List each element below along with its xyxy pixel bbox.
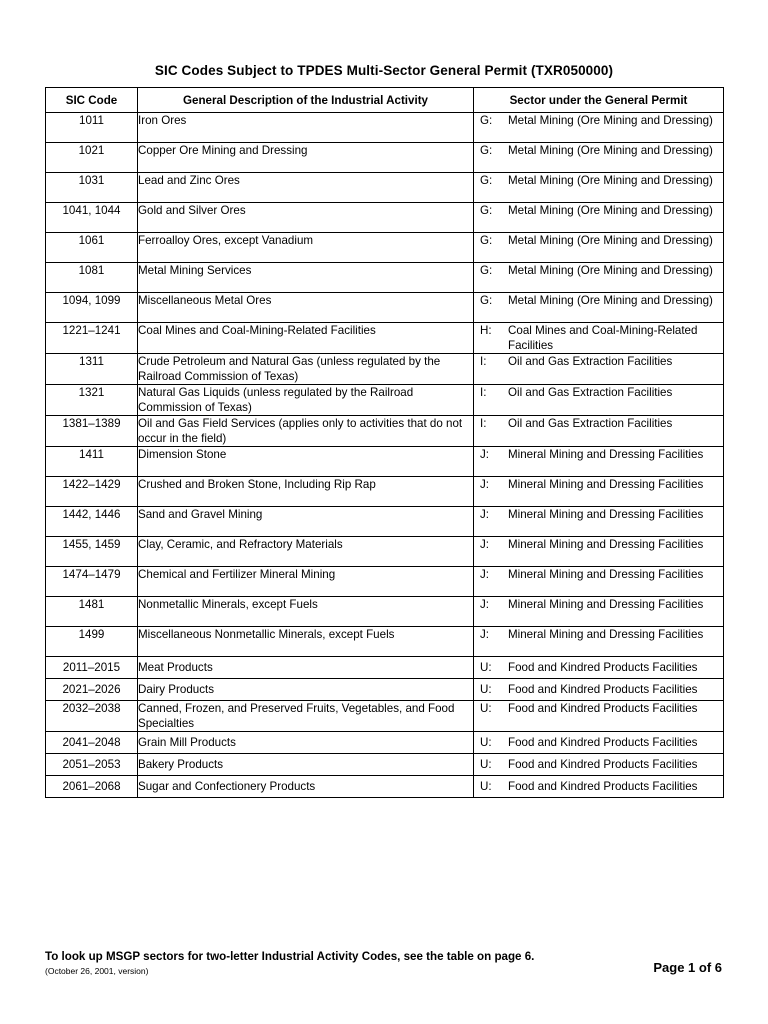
sic-code-cell: 1011 <box>46 113 138 143</box>
table-row <box>46 113 724 143</box>
sic-code-cell: 2032–2038 <box>46 701 138 732</box>
sic-code-cell: 1094, 1099 <box>46 293 138 323</box>
description-cell: Ferroalloy Ores, except Vanadium <box>138 233 474 263</box>
sector-letter: G: <box>480 234 493 247</box>
table-row <box>46 203 724 233</box>
description-cell: Natural Gas Liquids (unless regulated by the Railroad Commission of Texas) <box>138 385 474 416</box>
table-row <box>46 701 724 732</box>
sector-letter: J: <box>480 508 490 521</box>
sic-code-cell: 1311 <box>46 354 138 385</box>
description-cell: Grain Mill Products <box>138 732 474 754</box>
sic-code-cell: 2011–2015 <box>46 657 138 679</box>
sector-letter: J: <box>480 628 490 641</box>
description-cell: Crude Petroleum and Natural Gas (unless regulated by the Railroad Commission of Texas) <box>138 354 474 385</box>
sic-code-cell: 1499 <box>46 627 138 657</box>
description-cell: Coal Mines and Coal-Mining-Related Facilities <box>138 323 474 354</box>
sector-name: Metal Mining (Ore Mining and Dressing) <box>508 174 713 187</box>
sic-code-cell: 2041–2048 <box>46 732 138 754</box>
sector-name: Mineral Mining and Dressing Facilities <box>508 508 704 521</box>
sector-letter: J: <box>480 478 490 491</box>
sic-code-cell: 1411 <box>46 447 138 477</box>
page-number: Page 1 of 6 <box>653 960 722 975</box>
sector-name: Oil and Gas Extraction Facilities <box>508 417 673 430</box>
description-cell: Chemical and Fertilizer Mineral Mining <box>138 567 474 597</box>
table-row <box>46 323 724 354</box>
sector-letter: I: <box>480 355 487 368</box>
sic-code-cell: 1381–1389 <box>46 416 138 447</box>
sector-letter: U: <box>480 683 492 696</box>
sector-cell <box>474 679 724 701</box>
table-row <box>46 567 724 597</box>
description-cell: Sugar and Confectionery Products <box>138 776 474 798</box>
sic-code-cell: 2061–2068 <box>46 776 138 798</box>
sic-code-cell: 1481 <box>46 597 138 627</box>
sic-code-cell: 1081 <box>46 263 138 293</box>
sector-letter: G: <box>480 144 493 157</box>
table-row <box>46 679 724 701</box>
sector-name: Oil and Gas Extraction Facilities <box>508 355 673 368</box>
sic-code-cell: 1061 <box>46 233 138 263</box>
sector-cell <box>474 143 724 173</box>
sector-cell <box>474 447 724 477</box>
description-cell: Lead and Zinc Ores <box>138 173 474 203</box>
sector-letter: G: <box>480 264 493 277</box>
sector-cell <box>474 776 724 798</box>
description-cell: Oil and Gas Field Services (applies only to activities that do not occur in the field) <box>138 416 474 447</box>
table-row <box>46 173 724 203</box>
description-cell: Crushed and Broken Stone, Including Rip Rap <box>138 477 474 507</box>
sector-letter: U: <box>480 780 492 793</box>
sector-name: Metal Mining (Ore Mining and Dressing) <box>508 144 713 157</box>
sector-letter: I: <box>480 386 487 399</box>
sector-cell <box>474 173 724 203</box>
sector-letter: J: <box>480 568 490 581</box>
sector-name: Food and Kindred Products Facilities <box>508 702 698 715</box>
description-cell: Dairy Products <box>138 679 474 701</box>
sector-letter: U: <box>480 736 492 749</box>
sector-letter: U: <box>480 661 492 674</box>
sector-cell <box>474 477 724 507</box>
sector-letter: I: <box>480 417 487 430</box>
sector-cell <box>474 233 724 263</box>
table-row <box>46 385 724 416</box>
sector-letter: U: <box>480 702 492 715</box>
sector-letter: U: <box>480 758 492 771</box>
sic-codes-table <box>45 87 724 798</box>
sector-letter: H: <box>480 324 492 337</box>
sector-name: Food and Kindred Products Facilities <box>508 758 698 771</box>
sic-code-cell: 2051–2053 <box>46 754 138 776</box>
column-header-description: General Description of the Industrial Activity <box>138 88 474 113</box>
description-cell: Gold and Silver Ores <box>138 203 474 233</box>
table-row <box>46 233 724 263</box>
table-header-row <box>46 88 724 113</box>
description-cell: Miscellaneous Metal Ores <box>138 293 474 323</box>
description-cell: Bakery Products <box>138 754 474 776</box>
table-row <box>46 627 724 657</box>
sector-cell <box>474 732 724 754</box>
page-title: SIC Codes Subject to TPDES Multi-Sector General Permit (TXR050000) <box>154 63 614 78</box>
sector-cell <box>474 113 724 143</box>
table-row <box>46 293 724 323</box>
footer-note: To look up MSGP sectors for two-letter Industrial Activity Codes, see the table on page 6. <box>45 950 535 963</box>
description-cell: Clay, Ceramic, and Refractory Materials <box>138 537 474 567</box>
sector-name: Metal Mining (Ore Mining and Dressing) <box>508 234 713 247</box>
description-cell: Copper Ore Mining and Dressing <box>138 143 474 173</box>
table-row <box>46 537 724 567</box>
description-cell: Iron Ores <box>138 113 474 143</box>
table-row <box>46 507 724 537</box>
sector-name: Food and Kindred Products Facilities <box>508 661 698 674</box>
sector-name: Food and Kindred Products Facilities <box>508 683 698 696</box>
sector-name: Food and Kindred Products Facilities <box>508 780 698 793</box>
table-row <box>46 754 724 776</box>
sector-cell <box>474 416 724 447</box>
sector-name: Mineral Mining and Dressing Facilities <box>508 538 704 551</box>
sector-letter: G: <box>480 294 493 307</box>
sector-letter: J: <box>480 598 490 611</box>
sic-code-cell: 1455, 1459 <box>46 537 138 567</box>
table-row <box>46 416 724 447</box>
description-cell: Metal Mining Services <box>138 263 474 293</box>
description-cell: Miscellaneous Nonmetallic Minerals, except Fuels <box>138 627 474 657</box>
sic-code-cell: 2021–2026 <box>46 679 138 701</box>
table-row <box>46 597 724 627</box>
table-row <box>46 657 724 679</box>
description-cell: Canned, Frozen, and Preserved Fruits, Vegetables, and Food Specialties <box>138 701 474 732</box>
column-header-sic-code: SIC Code <box>46 88 138 113</box>
table-row <box>46 477 724 507</box>
sector-cell <box>474 754 724 776</box>
table-row <box>46 732 724 754</box>
sector-name: Mineral Mining and Dressing Facilities <box>508 568 704 581</box>
sector-name: Coal Mines and Coal-Mining-Related Facilities <box>508 324 698 352</box>
sector-cell <box>474 657 724 679</box>
sic-code-cell: 1474–1479 <box>46 567 138 597</box>
sector-cell <box>474 567 724 597</box>
sector-letter: J: <box>480 448 490 461</box>
sector-name: Mineral Mining and Dressing Facilities <box>508 448 704 461</box>
sector-cell <box>474 701 724 732</box>
table-row <box>46 143 724 173</box>
description-cell: Nonmetallic Minerals, except Fuels <box>138 597 474 627</box>
description-cell: Sand and Gravel Mining <box>138 507 474 537</box>
sector-letter: G: <box>480 174 493 187</box>
table-row <box>46 447 724 477</box>
sic-code-cell: 1021 <box>46 143 138 173</box>
sic-code-cell: 1321 <box>46 385 138 416</box>
sic-code-cell: 1031 <box>46 173 138 203</box>
sector-name: Mineral Mining and Dressing Facilities <box>508 598 704 611</box>
sector-letter: J: <box>480 538 490 551</box>
sic-code-cell: 1041, 1044 <box>46 203 138 233</box>
sector-cell <box>474 323 724 354</box>
sector-letter: G: <box>480 114 493 127</box>
column-header-sector: Sector under the General Permit <box>474 88 724 113</box>
sector-cell <box>474 263 724 293</box>
sector-cell <box>474 597 724 627</box>
sector-cell <box>474 354 724 385</box>
sector-cell <box>474 293 724 323</box>
sic-code-cell: 1442, 1446 <box>46 507 138 537</box>
sector-name: Oil and Gas Extraction Facilities <box>508 386 673 399</box>
sector-cell <box>474 537 724 567</box>
sector-cell <box>474 507 724 537</box>
sector-cell <box>474 385 724 416</box>
version-date: (October 26, 2001, version) <box>45 966 149 976</box>
description-cell: Dimension Stone <box>138 447 474 477</box>
sector-name: Metal Mining (Ore Mining and Dressing) <box>508 294 713 307</box>
table-row <box>46 263 724 293</box>
sector-name: Mineral Mining and Dressing Facilities <box>508 628 704 641</box>
sic-code-cell: 1422–1429 <box>46 477 138 507</box>
description-cell: Meat Products <box>138 657 474 679</box>
sector-letter: G: <box>480 204 493 217</box>
sector-name: Metal Mining (Ore Mining and Dressing) <box>508 204 713 217</box>
sic-code-cell: 1221–1241 <box>46 323 138 354</box>
sector-name: Metal Mining (Ore Mining and Dressing) <box>508 114 713 127</box>
table-row <box>46 354 724 385</box>
sector-name: Mineral Mining and Dressing Facilities <box>508 478 704 491</box>
table-body <box>46 113 724 798</box>
sector-cell <box>474 627 724 657</box>
sector-name: Food and Kindred Products Facilities <box>508 736 698 749</box>
sector-name: Metal Mining (Ore Mining and Dressing) <box>508 264 713 277</box>
sector-cell <box>474 203 724 233</box>
table-row <box>46 776 724 798</box>
